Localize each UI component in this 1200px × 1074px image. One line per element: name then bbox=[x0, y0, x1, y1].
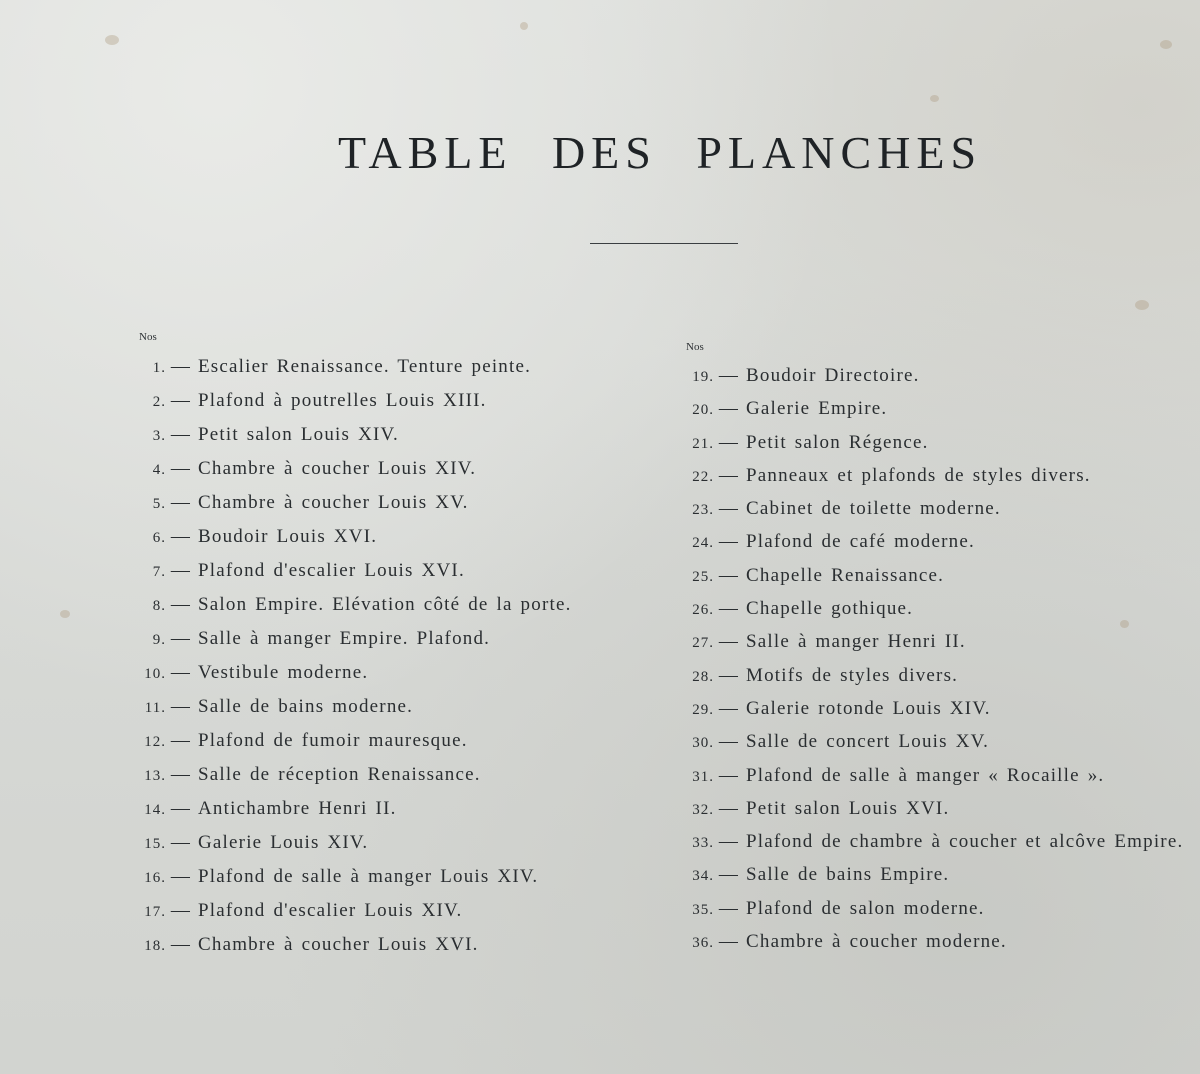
plate-number: 33. bbox=[692, 835, 714, 852]
plate-number: 34. bbox=[692, 868, 714, 885]
entry-dash: — bbox=[718, 498, 740, 520]
plate-title: Chapelle gothique. bbox=[746, 598, 914, 620]
entry-dash: — bbox=[170, 866, 192, 887]
plate-title: Chambre à coucher Louis XV. bbox=[198, 492, 469, 513]
plate-entry bbox=[668, 598, 1193, 631]
plate-number: 6. bbox=[152, 530, 166, 546]
plate-entry bbox=[668, 631, 1193, 664]
plate-title: Galerie Louis XIV. bbox=[198, 832, 369, 853]
plate-entry bbox=[120, 900, 620, 934]
plate-number: 16. bbox=[144, 870, 166, 886]
plate-title: Plafond de salle à manger Louis XIV. bbox=[198, 866, 539, 887]
plate-entry bbox=[120, 458, 620, 492]
entry-dash: — bbox=[718, 431, 740, 453]
entry-dash: — bbox=[170, 832, 192, 853]
plate-entry bbox=[668, 931, 1193, 964]
plate-title: Salle à manger Empire. Plafond. bbox=[198, 628, 491, 649]
plate-entry bbox=[668, 398, 1193, 431]
entry-dash: — bbox=[718, 731, 740, 753]
entry-dash: — bbox=[170, 594, 192, 615]
plate-title: Boudoir Louis XVI. bbox=[198, 526, 378, 547]
entry-dash: — bbox=[170, 526, 192, 547]
plate-title: Salle de bains Empire. bbox=[746, 864, 950, 886]
entry-dash: — bbox=[718, 398, 740, 420]
entry-dash: — bbox=[718, 831, 740, 853]
entry-dash: — bbox=[170, 900, 192, 921]
plate-entry bbox=[668, 498, 1193, 531]
plate-title: Antichambre Henri II. bbox=[198, 798, 397, 819]
entry-dash: — bbox=[170, 730, 192, 751]
entry-dash: — bbox=[718, 531, 740, 553]
entry-dash: — bbox=[170, 560, 192, 581]
plate-title: Chambre à coucher moderne. bbox=[746, 931, 1007, 953]
plate-number: 10. bbox=[144, 666, 166, 682]
plate-number: 11. bbox=[144, 700, 166, 716]
plate-number: 7. bbox=[152, 564, 166, 580]
plate-entry bbox=[120, 696, 620, 730]
plate-title: Plafond de fumoir mauresque. bbox=[198, 730, 468, 751]
entry-dash: — bbox=[718, 931, 740, 953]
title-divider bbox=[590, 243, 738, 244]
plate-title: Petit salon Régence. bbox=[746, 431, 929, 453]
plate-entry bbox=[668, 365, 1193, 398]
plate-entry bbox=[668, 531, 1193, 564]
plate-number: 20. bbox=[692, 402, 714, 419]
entry-dash: — bbox=[718, 564, 740, 586]
plate-title: Chapelle Renaissance. bbox=[746, 564, 945, 586]
entry-dash: — bbox=[170, 662, 192, 683]
plate-entry bbox=[120, 560, 620, 594]
entry-dash: — bbox=[170, 628, 192, 649]
plate-number: 15. bbox=[144, 836, 166, 852]
plate-entry bbox=[668, 465, 1193, 498]
plate-number: 14. bbox=[144, 802, 166, 818]
plate-entry bbox=[120, 934, 620, 968]
plate-title: Petit salon Louis XVI. bbox=[746, 797, 950, 819]
plate-number: 32. bbox=[692, 801, 714, 818]
plate-number: 27. bbox=[692, 635, 714, 652]
plates-list-left bbox=[120, 356, 620, 968]
numbers-heading-right: Nos bbox=[686, 341, 704, 353]
plate-number: 26. bbox=[692, 602, 714, 619]
plate-title: Plafond à poutrelles Louis XIII. bbox=[198, 390, 487, 411]
plate-entry bbox=[120, 798, 620, 832]
plate-number: 36. bbox=[692, 935, 714, 952]
plate-title: Plafond de salon moderne. bbox=[746, 897, 985, 919]
plate-entry bbox=[668, 665, 1193, 698]
plate-title: Plafond d'escalier Louis XVI. bbox=[198, 560, 465, 581]
entry-dash: — bbox=[718, 897, 740, 919]
plate-entry bbox=[668, 698, 1193, 731]
plate-number: 1. bbox=[152, 360, 166, 376]
plate-number: 17. bbox=[144, 904, 166, 920]
plate-title: Salle de concert Louis XV. bbox=[746, 731, 990, 753]
plate-entry bbox=[120, 730, 620, 764]
plate-entry bbox=[120, 526, 620, 560]
entry-dash: — bbox=[170, 390, 192, 411]
entry-dash: — bbox=[718, 797, 740, 819]
plate-title: Plafond de café moderne. bbox=[746, 531, 975, 553]
plate-title: Salle de réception Renaissance. bbox=[198, 764, 481, 785]
plate-number: 35. bbox=[692, 901, 714, 918]
plate-entry bbox=[120, 356, 620, 390]
entry-dash: — bbox=[718, 764, 740, 786]
plate-entry bbox=[668, 831, 1193, 864]
plate-title: Cabinet de toilette moderne. bbox=[746, 498, 1001, 520]
plate-entry bbox=[668, 765, 1193, 798]
entry-dash: — bbox=[170, 424, 192, 445]
plate-entry bbox=[668, 565, 1193, 598]
plate-number: 23. bbox=[692, 502, 714, 519]
plate-entry bbox=[668, 432, 1193, 465]
plate-entry bbox=[668, 798, 1193, 831]
plate-number: 8. bbox=[152, 598, 166, 614]
plate-title: Boudoir Directoire. bbox=[746, 365, 920, 386]
entry-dash: — bbox=[170, 492, 192, 513]
plate-title: Panneaux et plafonds de styles divers. bbox=[746, 464, 1091, 486]
entry-dash: — bbox=[718, 598, 740, 620]
plate-number: 13. bbox=[144, 768, 166, 784]
plate-number: 19. bbox=[692, 369, 714, 385]
plate-entry bbox=[120, 594, 620, 628]
entry-dash: — bbox=[170, 696, 192, 717]
plate-entry bbox=[120, 832, 620, 866]
plate-title: Plafond d'escalier Louis XIV. bbox=[198, 900, 463, 921]
plate-number: 31. bbox=[692, 768, 714, 785]
plate-title: Petit salon Louis XIV. bbox=[198, 424, 399, 445]
plate-title: Vestibule moderne. bbox=[198, 662, 369, 683]
entry-dash: — bbox=[170, 458, 192, 479]
plate-number: 30. bbox=[692, 735, 714, 752]
plate-number: 18. bbox=[144, 938, 166, 954]
plate-entry bbox=[120, 424, 620, 458]
plate-title: Galerie Empire. bbox=[746, 398, 888, 420]
entry-dash: — bbox=[170, 798, 192, 819]
plate-number: 21. bbox=[692, 435, 714, 452]
plate-entry bbox=[120, 662, 620, 696]
plate-number: 4. bbox=[152, 462, 166, 478]
plate-entry bbox=[120, 492, 620, 526]
plate-title: Chambre à coucher Louis XIV. bbox=[198, 458, 477, 479]
numbers-heading-left: Nos bbox=[139, 331, 157, 343]
plate-title: Galerie rotonde Louis XIV. bbox=[746, 697, 991, 719]
entry-dash: — bbox=[718, 697, 740, 719]
entry-dash: — bbox=[718, 664, 740, 686]
entry-dash: — bbox=[170, 934, 192, 955]
plate-title: Salle à manger Henri II. bbox=[746, 631, 966, 653]
plates-list-right bbox=[668, 365, 1193, 964]
plate-number: 28. bbox=[692, 668, 714, 685]
entry-dash: — bbox=[718, 365, 740, 386]
entry-dash: — bbox=[170, 356, 192, 377]
plate-title: Salon Empire. Elévation côté de la porte. bbox=[198, 594, 572, 615]
plate-title: Plafond de salle à manger « Rocaille ». bbox=[746, 764, 1105, 786]
plate-entry bbox=[120, 390, 620, 424]
entry-dash: — bbox=[718, 864, 740, 886]
plate-title: Escalier Renaissance. Tenture peinte. bbox=[198, 356, 532, 377]
entry-dash: — bbox=[170, 764, 192, 785]
plate-entry bbox=[120, 866, 620, 900]
plate-number: 29. bbox=[692, 701, 714, 718]
entry-dash: — bbox=[718, 631, 740, 653]
plate-entry bbox=[120, 628, 620, 662]
plate-title: Chambre à coucher Louis XVI. bbox=[198, 934, 479, 955]
plate-title: Salle de bains moderne. bbox=[198, 696, 414, 717]
plate-entry bbox=[668, 898, 1193, 931]
plate-entry bbox=[120, 764, 620, 798]
plate-number: 3. bbox=[152, 428, 166, 444]
plate-number: 25. bbox=[692, 568, 714, 585]
plate-entry bbox=[668, 864, 1193, 897]
plate-number: 2. bbox=[152, 394, 166, 410]
plate-number: 5. bbox=[152, 496, 166, 512]
page-title: TABLE DES PLANCHES bbox=[337, 127, 983, 178]
entry-dash: — bbox=[718, 464, 740, 486]
plate-entry bbox=[668, 731, 1193, 764]
plate-number: 24. bbox=[692, 535, 714, 552]
plate-title: Motifs de styles divers. bbox=[746, 664, 959, 686]
plate-title: Plafond de chambre à coucher et alcôve Empire. bbox=[746, 831, 1184, 853]
plate-number: 22. bbox=[692, 468, 714, 485]
plate-number: 9. bbox=[152, 632, 166, 648]
plate-number: 12. bbox=[144, 734, 166, 750]
